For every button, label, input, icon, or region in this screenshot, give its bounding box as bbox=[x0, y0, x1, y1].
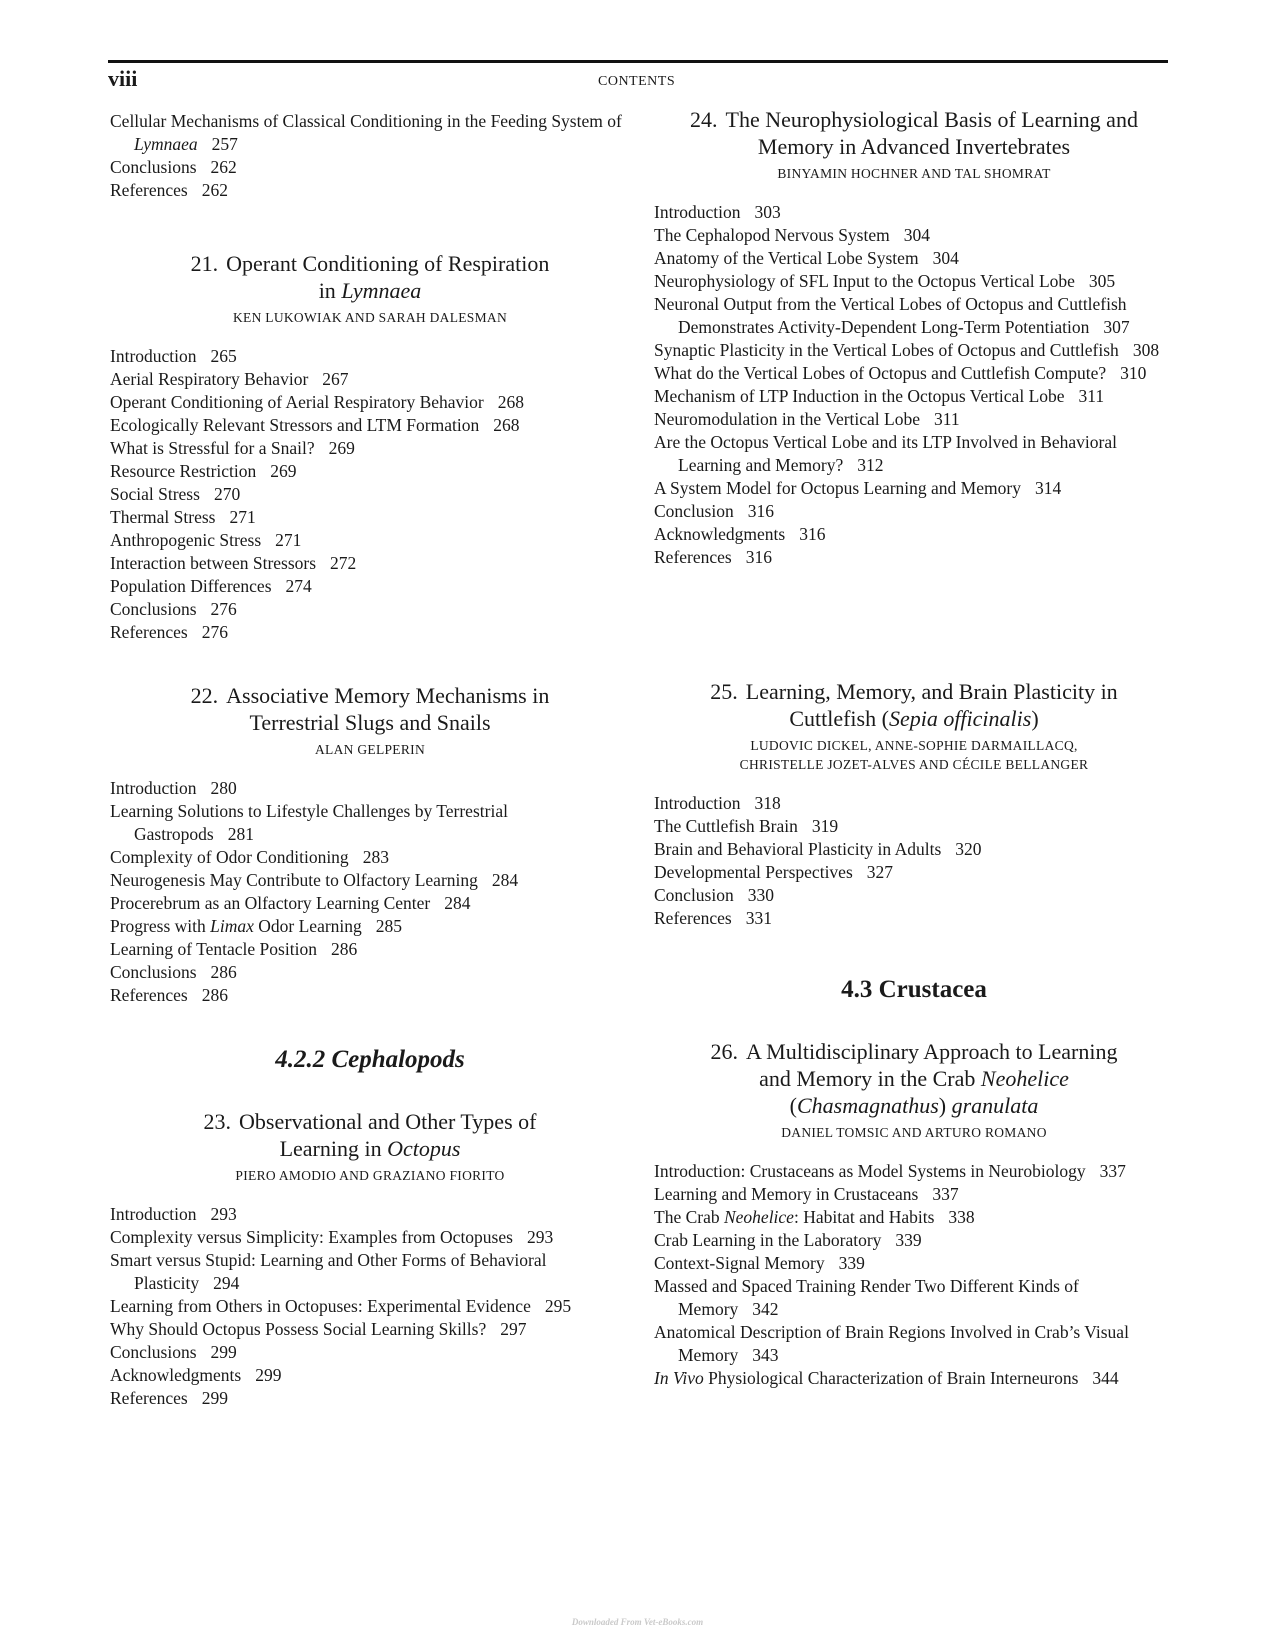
toc-entry-title: Learning from Others in Octopuses: Experimental Evidence bbox=[110, 1296, 531, 1316]
toc-entry-title: Progress with Limax Odor Learning bbox=[110, 916, 362, 936]
toc-entry bbox=[654, 838, 1174, 861]
toc-entry-title: Introduction bbox=[654, 202, 741, 222]
toc-entry-page: 343 bbox=[752, 1345, 779, 1365]
toc-entry bbox=[654, 270, 1174, 293]
chapter-21 bbox=[110, 250, 630, 644]
toc-entry-page: 284 bbox=[444, 893, 471, 913]
toc-entry bbox=[654, 523, 1174, 546]
chapter-authors: DANIEL TOMSIC AND ARTURO ROMANO bbox=[781, 1125, 1047, 1140]
toc-entry bbox=[110, 552, 630, 575]
toc-entry-title: Interaction between Stressors bbox=[110, 553, 317, 573]
toc-entry-title: Thermal Stress bbox=[110, 507, 216, 527]
toc-entry-title: The Cuttlefish Brain bbox=[654, 816, 798, 836]
toc-entry bbox=[654, 339, 1174, 362]
toc-entry-page: 280 bbox=[210, 778, 237, 798]
toc-entry-title: References bbox=[110, 985, 188, 1005]
toc-entry-title: Developmental Perspectives bbox=[654, 862, 853, 882]
toc-entry-title: Context-Signal Memory bbox=[654, 1253, 825, 1273]
toc-entry bbox=[110, 414, 630, 437]
toc-entry-title: Procerebrum as an Olfactory Learning Center bbox=[110, 893, 431, 913]
toc-entry-title: The Crab Neohelice: Habitat and Habits bbox=[654, 1207, 935, 1227]
toc-entry bbox=[110, 915, 630, 938]
toc-entry-page: 283 bbox=[362, 847, 389, 867]
toc-entry bbox=[110, 938, 630, 961]
toc-entry-title: Operant Conditioning of Aerial Respiratory Behavior bbox=[110, 392, 484, 412]
toc-entry-title: Are the Octopus Vertical Lobe and its LTP Involved in Behavioral Learning and Memory? bbox=[654, 432, 1117, 475]
toc-entry bbox=[110, 437, 630, 460]
page-number: viii bbox=[108, 66, 138, 91]
toc-entry-page: 339 bbox=[838, 1253, 865, 1273]
toc-entry bbox=[110, 1387, 630, 1410]
toc-entry-page: 305 bbox=[1088, 271, 1116, 291]
toc-entry bbox=[654, 362, 1174, 385]
toc-entry-page: 265 bbox=[210, 346, 237, 366]
toc-entry bbox=[654, 500, 1174, 523]
toc-entry bbox=[654, 385, 1174, 408]
toc-entry-page: 299 bbox=[201, 1388, 228, 1408]
toc-entry-title: Learning Solutions to Lifestyle Challenges by Terrestrial Gastropods bbox=[110, 801, 508, 844]
toc-entry-title: Population Differences bbox=[110, 576, 272, 596]
toc-entry bbox=[110, 529, 630, 552]
toc-entries bbox=[110, 1203, 630, 1410]
toc-entry-page: 310 bbox=[1120, 363, 1147, 383]
toc-entry-page: 268 bbox=[493, 415, 520, 435]
toc-entry-page: 271 bbox=[229, 507, 256, 527]
toc-entry-title: References bbox=[110, 622, 188, 642]
toc-entry-title: Conclusions bbox=[110, 157, 197, 177]
chapter-title: 26. A Multidisciplinary Approach to Learning and Memory in the Crab Neohelice (Chasmagnathus) granulata bbox=[710, 1039, 1118, 1118]
toc-entry bbox=[110, 506, 630, 529]
toc-entry-title: Aerial Respiratory Behavior bbox=[110, 369, 309, 389]
chapter-title: 24. The Neurophysiological Basis of Learning and Memory in Advanced Invertebrates bbox=[690, 107, 1138, 159]
toc-entry-title: Mechanism of LTP Induction in the Octopus Vertical Lobe bbox=[654, 386, 1065, 406]
toc-entry-title: Complexity versus Simplicity: Examples from Octopuses bbox=[110, 1227, 513, 1247]
section-heading-cephalopods: 4.2.2 Cephalopods bbox=[275, 1046, 465, 1073]
toc-entry bbox=[654, 792, 1174, 815]
toc-entry-title: Social Stress bbox=[110, 484, 200, 504]
toc-entry bbox=[110, 1295, 630, 1318]
toc-entry bbox=[110, 483, 630, 506]
toc-entries bbox=[654, 1160, 1174, 1390]
toc-entry-page: 270 bbox=[213, 484, 241, 504]
toc-entry-page: 312 bbox=[857, 455, 884, 475]
toc-entry-page: 327 bbox=[866, 862, 894, 882]
toc-entry-page: 276 bbox=[210, 599, 237, 619]
toc-entry-page: 320 bbox=[955, 839, 982, 859]
toc-entry-page: 330 bbox=[747, 885, 774, 905]
toc-entry-page: 269 bbox=[328, 438, 355, 458]
toc-entry-title: What is Stressful for a Snail? bbox=[110, 438, 315, 458]
toc-entry bbox=[654, 1206, 1174, 1229]
toc-entry bbox=[654, 1160, 1174, 1183]
toc-entry-page: 267 bbox=[322, 369, 349, 389]
toc-entry-title: Introduction bbox=[110, 778, 197, 798]
chapter-authors: PIERO AMODIO AND GRAZIANO FIORITO bbox=[235, 1168, 505, 1183]
chapter-24 bbox=[654, 106, 1174, 569]
toc-entry-page: 297 bbox=[500, 1319, 527, 1339]
toc-entry-title: Why Should Octopus Possess Social Learning Skills? bbox=[110, 1319, 487, 1339]
toc-entry bbox=[654, 815, 1174, 838]
toc-entry bbox=[110, 345, 630, 368]
toc-entry-title: Ecologically Relevant Stressors and LTM Formation bbox=[110, 415, 480, 435]
toc-entry-title: Complexity of Odor Conditioning bbox=[110, 847, 349, 867]
toc-entry-page: 337 bbox=[932, 1184, 959, 1204]
toc-entry-title: In Vivo Physiological Characterization of Brain Interneurons bbox=[654, 1368, 1079, 1388]
toc-entry-title: References bbox=[654, 908, 732, 928]
toc-entry-title: Synaptic Plasticity in the Vertical Lobes of Octopus and Cuttlefish bbox=[654, 340, 1119, 360]
toc-entry-page: 285 bbox=[375, 916, 403, 936]
toc-entry bbox=[110, 961, 630, 984]
toc-entry-page: 276 bbox=[201, 622, 228, 642]
toc-entry-page: 284 bbox=[491, 870, 519, 890]
toc-entry-title: Acknowledgments bbox=[654, 524, 786, 544]
toc-entry-page: 318 bbox=[754, 793, 781, 813]
toc-entry bbox=[654, 293, 1174, 339]
toc-entry bbox=[654, 907, 1174, 930]
chapter-22 bbox=[110, 682, 630, 1007]
chapter-23 bbox=[110, 1108, 630, 1410]
toc-entry bbox=[110, 110, 630, 156]
toc-entry-page: 269 bbox=[270, 461, 297, 481]
toc-entry-page: 293 bbox=[210, 1204, 237, 1224]
toc-entry bbox=[110, 156, 630, 179]
toc-entry bbox=[654, 1321, 1174, 1367]
toc-entry-title: Conclusion bbox=[654, 885, 734, 905]
toc-entry-page: 342 bbox=[752, 1299, 779, 1319]
toc-entry-page: 299 bbox=[255, 1365, 282, 1385]
toc-entry-page: 274 bbox=[285, 576, 312, 596]
toc-entry bbox=[654, 477, 1174, 500]
toc-entry bbox=[654, 408, 1174, 431]
toc-entries bbox=[110, 345, 630, 644]
toc-entry-page: 344 bbox=[1092, 1368, 1119, 1388]
chapter-authors: ALAN GELPERIN bbox=[314, 742, 425, 757]
toc-entry-title: The Cephalopod Nervous System bbox=[654, 225, 890, 245]
chapter-authors: KEN LUKOWIAK AND SARAH DALESMAN bbox=[232, 310, 508, 325]
toc-entry bbox=[110, 800, 630, 846]
toc-entry bbox=[654, 884, 1174, 907]
toc-entries bbox=[110, 777, 630, 1007]
toc-entry-page: 316 bbox=[745, 547, 772, 567]
toc-entry-title: Neuronal Output from the Vertical Lobes of Octopus and Cuttlefish Demonstrates Activity-Dependent Long-Term Potentiation bbox=[654, 294, 1127, 337]
toc-entry-page: 331 bbox=[745, 908, 772, 928]
toc-entry bbox=[654, 201, 1174, 224]
chapter-title: 22. Associative Memory Mechanisms in Terrestrial Slugs and Snails bbox=[190, 683, 550, 735]
toc-entry-title: Cellular Mechanisms of Classical Conditioning in the Feeding System of Lymnaea bbox=[110, 111, 622, 154]
toc-entry bbox=[110, 846, 630, 869]
toc-entry bbox=[110, 1341, 630, 1364]
toc-entry-page: 294 bbox=[213, 1273, 240, 1293]
toc-entries bbox=[110, 110, 630, 202]
chapter-26 bbox=[654, 1038, 1174, 1390]
toc-entry bbox=[110, 621, 630, 644]
toc-entry-page: 299 bbox=[210, 1342, 237, 1362]
toc-entry-title: What do the Vertical Lobes of Octopus and Cuttlefish Compute? bbox=[654, 363, 1107, 383]
toc-entry-title: Anatomical Description of Brain Regions Involved in Crab’s Visual Memory bbox=[654, 1322, 1129, 1365]
toc-entry bbox=[654, 247, 1174, 270]
toc-entry-title: Neurophysiology of SFL Input to the Octopus Vertical Lobe bbox=[654, 271, 1075, 291]
toc-entry-page: 314 bbox=[1034, 478, 1062, 498]
toc-entry-page: 308 bbox=[1132, 340, 1160, 360]
chapter-title: 23. Observational and Other Types of Learning in Octopus bbox=[203, 1109, 537, 1161]
toc-entry bbox=[110, 1226, 630, 1249]
toc-entry-page: 316 bbox=[799, 524, 826, 544]
toc-entry-page: 303 bbox=[754, 202, 781, 222]
toc-entry-page: 339 bbox=[895, 1230, 922, 1250]
running-head: CONTENTS bbox=[598, 74, 676, 89]
toc-entry-page: 262 bbox=[210, 157, 237, 177]
toc-entry-title: Introduction: Crustaceans as Model Systems in Neurobiology bbox=[654, 1161, 1086, 1181]
toc-entry-title: Neuromodulation in the Vertical Lobe bbox=[654, 409, 920, 429]
toc-entry bbox=[110, 869, 630, 892]
toc-entry-page: 281 bbox=[227, 824, 254, 844]
toc-entry-page: 268 bbox=[497, 392, 524, 412]
toc-entry bbox=[110, 1318, 630, 1341]
toc-entry-page: 304 bbox=[932, 248, 959, 268]
toc-entry bbox=[110, 368, 630, 391]
toc-entry-title: Conclusion bbox=[654, 501, 734, 521]
toc-entry-page: 304 bbox=[903, 225, 930, 245]
toc-entry-page: 316 bbox=[747, 501, 774, 521]
toc-entry-title: Introduction bbox=[110, 346, 197, 366]
toc-entry-title: Acknowledgments bbox=[110, 1365, 242, 1385]
toc-entry bbox=[110, 391, 630, 414]
toc-entry bbox=[654, 1275, 1174, 1321]
toc-entry-page: 286 bbox=[201, 985, 228, 1005]
toc-entry bbox=[654, 861, 1174, 884]
toc-entry bbox=[110, 1203, 630, 1226]
toc-entry bbox=[654, 546, 1174, 569]
toc-entry bbox=[110, 179, 630, 202]
toc-entry-page: 311 bbox=[1078, 386, 1105, 406]
header-rule bbox=[108, 60, 1168, 63]
chapter-25 bbox=[654, 678, 1174, 930]
toc-entry bbox=[654, 1229, 1174, 1252]
toc-entry-title: Crab Learning in the Laboratory bbox=[654, 1230, 882, 1250]
toc-entry-title: Resource Restriction bbox=[110, 461, 257, 481]
toc-entries bbox=[654, 201, 1174, 569]
toc-entry-page: 293 bbox=[526, 1227, 554, 1247]
toc-entry-title: References bbox=[654, 547, 732, 567]
toc-entry-title: Anatomy of the Vertical Lobe System bbox=[654, 248, 919, 268]
toc-entry-page: 307 bbox=[1103, 317, 1130, 337]
toc-entry bbox=[654, 1252, 1174, 1275]
toc-entry-title: Massed and Spaced Training Render Two Different Kinds of Memory bbox=[654, 1276, 1079, 1319]
toc-entry-page: 262 bbox=[201, 180, 228, 200]
toc-entry-page: 272 bbox=[330, 553, 357, 573]
toc-entry bbox=[654, 1183, 1174, 1206]
toc-entry-page: 319 bbox=[811, 816, 839, 836]
toc-entry bbox=[110, 1364, 630, 1387]
toc-entry-title: A System Model for Octopus Learning and Memory bbox=[654, 478, 1021, 498]
toc-entry-page: 271 bbox=[275, 530, 302, 550]
toc-entry-title: Conclusions bbox=[110, 962, 197, 982]
toc-entry-page: 257 bbox=[211, 134, 238, 154]
toc-entry-title: Conclusions bbox=[110, 1342, 197, 1362]
toc-entry-page: 311 bbox=[934, 409, 960, 429]
toc-entry-title: Introduction bbox=[654, 793, 741, 813]
toc-entries bbox=[654, 792, 1174, 930]
chapter-authors: BINYAMIN HOCHNER AND TAL SHOMRAT bbox=[777, 166, 1051, 181]
toc-entry-title: Introduction bbox=[110, 1204, 197, 1224]
chapter-20-continued bbox=[110, 110, 630, 202]
chapter-title: 25. Learning, Memory, and Brain Plasticity in Cuttlefish (Sepia officinalis) bbox=[710, 679, 1118, 731]
toc-entry bbox=[654, 1367, 1174, 1390]
toc-entry-page: 286 bbox=[210, 962, 237, 982]
chapter-authors: LUDOVIC DICKEL, ANNE-SOPHIE DARMAILLACQ, CHRISTELLE JOZET-ALVES AND CÉCILE BELLANGER bbox=[739, 738, 1089, 772]
toc-entry-title: Anthropogenic Stress bbox=[110, 530, 262, 550]
toc-entry-page: 295 bbox=[544, 1296, 572, 1316]
toc-entry bbox=[110, 777, 630, 800]
toc-entry bbox=[110, 575, 630, 598]
section-heading-crustacea: 4.3 Crustacea bbox=[841, 976, 987, 1003]
toc-entry bbox=[654, 431, 1174, 477]
toc-entry-title: References bbox=[110, 180, 188, 200]
toc-entry bbox=[110, 460, 630, 483]
toc-entry-title: Learning and Memory in Crustaceans bbox=[654, 1184, 919, 1204]
toc-entry-title: Brain and Behavioral Plasticity in Adults bbox=[654, 839, 942, 859]
toc-entry-page: 338 bbox=[948, 1207, 975, 1227]
toc-entry-page: 337 bbox=[1099, 1161, 1126, 1181]
footer-watermark: Downloaded From Vet-eBooks.com bbox=[571, 1617, 704, 1627]
toc-entry-title: Neurogenesis May Contribute to Olfactory Learning bbox=[110, 870, 478, 890]
toc-entry-title: References bbox=[110, 1388, 188, 1408]
toc-entry-title: Conclusions bbox=[110, 599, 197, 619]
toc-entry bbox=[110, 984, 630, 1007]
toc-entry bbox=[110, 892, 630, 915]
chapter-title: 21. Operant Conditioning of Respiration in Lymnaea bbox=[190, 251, 550, 303]
toc-entry-page: 286 bbox=[330, 939, 358, 959]
toc-entry bbox=[110, 598, 630, 621]
toc-entry bbox=[110, 1249, 630, 1295]
toc-entry-title: Smart versus Stupid: Learning and Other Forms of Behavioral Plasticity bbox=[110, 1250, 547, 1293]
toc-entry-title: Learning of Tentacle Position bbox=[110, 939, 317, 959]
toc-entry bbox=[654, 224, 1174, 247]
